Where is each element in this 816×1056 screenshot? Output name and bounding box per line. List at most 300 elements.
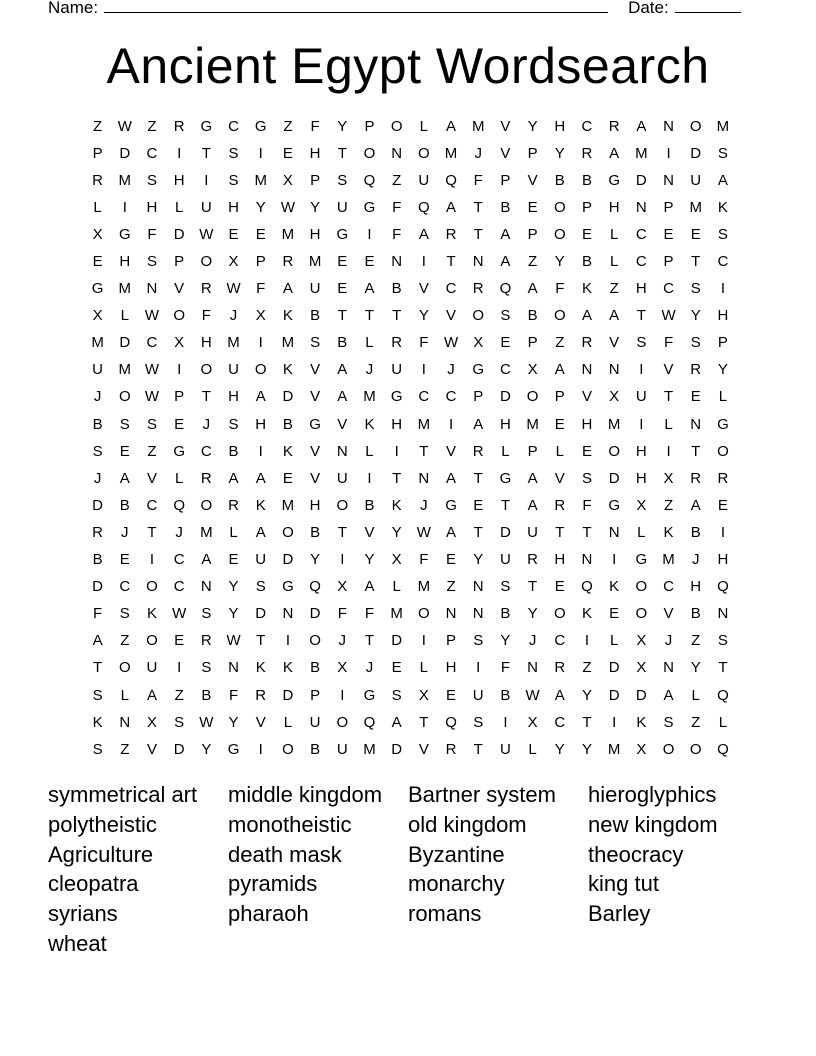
grid-letter: A — [500, 253, 511, 271]
grid-letter: V — [500, 144, 511, 162]
word-bank-item: syrians — [48, 901, 118, 927]
grid-letter: F — [228, 686, 239, 704]
grid-letter: P — [581, 198, 592, 216]
grid-letter: N — [391, 144, 403, 162]
grid-letter: L — [691, 686, 700, 704]
grid-letter: R — [581, 144, 593, 162]
grid-letter: F — [500, 659, 510, 677]
grid-letter: N — [200, 578, 212, 596]
grid-row — [84, 276, 737, 303]
grid-letter: O — [309, 632, 321, 650]
grid-letter: K — [255, 496, 266, 514]
grid-letter: S — [228, 171, 239, 189]
grid-letter: E — [92, 253, 103, 271]
grid-letter: G — [608, 171, 620, 189]
grid-letter: I — [666, 442, 671, 460]
word-bank-item: monotheistic — [228, 811, 352, 837]
grid-letter: Y — [527, 117, 538, 135]
grid-letter: B — [92, 551, 103, 569]
grid-letter: C — [554, 713, 566, 731]
grid-letter: K — [581, 605, 592, 623]
grid-letter: S — [690, 334, 701, 352]
grid-letter: G — [91, 280, 104, 298]
grid-letter: B — [228, 442, 239, 460]
grid-letter: A — [282, 280, 293, 298]
grid-letter: E — [554, 415, 565, 433]
grid-row — [84, 113, 737, 140]
grid-letter: M — [281, 334, 295, 352]
grid-letter: I — [258, 740, 263, 758]
word-bank-item: polytheistic — [48, 811, 157, 837]
grid-row — [84, 194, 737, 221]
word-bank-item: wheat — [48, 930, 107, 956]
grid-letter: X — [609, 388, 620, 406]
grid-letter: R — [391, 334, 403, 352]
grid-letter: E — [527, 198, 538, 216]
grid-letter: Z — [93, 117, 103, 135]
grid-letter: H — [499, 415, 511, 433]
grid-letter: A — [146, 686, 157, 704]
grid-letter: H — [391, 415, 403, 433]
grid-letter: L — [392, 578, 401, 596]
grid-letter: D — [391, 632, 403, 650]
grid-letter: M — [363, 388, 376, 406]
grid-letter: T — [582, 713, 592, 731]
grid-letter: Z — [174, 686, 184, 704]
grid-letter: X — [473, 334, 484, 352]
grid-letter: G — [717, 415, 729, 433]
grid-letter: T — [364, 307, 375, 325]
word-bank-item: pyramids — [228, 871, 318, 897]
grid-letter: T — [364, 632, 375, 650]
grid-letter: K — [146, 605, 157, 623]
grid-row — [84, 384, 737, 411]
grid-letter: B — [391, 280, 402, 298]
grid-letter: I — [421, 361, 426, 379]
grid-letter: W — [199, 713, 214, 731]
grid-letter: T — [691, 442, 701, 460]
grid-letter: J — [202, 415, 211, 433]
grid-letter: X — [146, 713, 157, 731]
grid-letter: E — [391, 659, 402, 677]
grid-letter: S — [717, 144, 728, 162]
grid-letter: M — [689, 198, 702, 216]
grid-letter: I — [177, 144, 182, 162]
grid-letter: J — [447, 361, 455, 379]
grid-letter: B — [119, 496, 130, 514]
grid-row — [84, 438, 737, 465]
grid-letter: N — [282, 605, 294, 623]
grid-letter: Y — [418, 307, 429, 325]
grid-letter: W — [525, 686, 540, 704]
grid-row — [84, 682, 737, 709]
grid-letter: M — [200, 523, 213, 541]
grid-letter: P — [310, 686, 321, 704]
grid-letter: W — [172, 605, 187, 623]
grid-letter: B — [364, 496, 375, 514]
grid-letter: Y — [255, 198, 266, 216]
grid-letter: Z — [147, 442, 157, 460]
grid-letter: N — [418, 469, 430, 487]
grid-row — [84, 574, 737, 601]
grid-letter: U — [527, 523, 539, 541]
grid-letter: I — [177, 361, 182, 379]
page-title: Ancient Egypt Wordsearch — [106, 38, 710, 94]
grid-letter: Y — [337, 117, 348, 135]
grid-letter: V — [310, 361, 321, 379]
grid-letter: A — [364, 578, 375, 596]
grid-letter: Y — [690, 307, 701, 325]
grid-row — [84, 492, 737, 519]
grid-letter: T — [419, 713, 429, 731]
name-blank-line[interactable] — [104, 0, 608, 13]
grid-letter: B — [581, 253, 592, 271]
grid-letter: T — [691, 253, 701, 271]
grid-letter: I — [639, 415, 644, 433]
grid-letter: O — [336, 496, 349, 514]
grid-letter: F — [93, 605, 103, 623]
grid-row — [84, 709, 737, 736]
grid-row — [84, 465, 737, 492]
grid-letter: J — [93, 469, 102, 487]
grid-letter: R — [282, 253, 294, 271]
grid-letter: I — [122, 198, 127, 216]
grid-letter: H — [717, 307, 729, 325]
grid-letter: H — [445, 659, 457, 677]
grid-letter: F — [337, 605, 347, 623]
grid-letter: N — [608, 523, 620, 541]
date-blank-line[interactable] — [675, 0, 741, 13]
grid-letter: E — [337, 253, 348, 271]
grid-letter: T — [473, 469, 483, 487]
grid-letter: N — [663, 171, 674, 189]
grid-letter: K — [282, 361, 293, 379]
grid-letter: W — [280, 198, 295, 216]
grid-letter: O — [390, 117, 403, 135]
grid-letter: D — [499, 388, 511, 406]
grid-letter: V — [446, 307, 457, 325]
grid-letter: S — [500, 307, 511, 325]
grid-letter: N — [663, 117, 674, 135]
grid-letter: H — [554, 551, 566, 569]
grid-letter: A — [255, 523, 266, 541]
grid-letter: M — [526, 415, 539, 433]
grid-letter: A — [554, 361, 565, 379]
grid-letter: O — [608, 442, 620, 460]
grid-letter: D — [173, 740, 185, 758]
grid-letter: N — [119, 713, 131, 731]
grid-letter: C — [146, 144, 158, 162]
grid-letter: H — [200, 334, 212, 352]
grid-letter: Q — [363, 171, 376, 189]
grid-letter: A — [500, 225, 511, 243]
grid-letter: Q — [418, 198, 430, 216]
grid-letter: H — [635, 280, 647, 298]
grid-letter: E — [717, 496, 728, 514]
grid-letter: C — [173, 551, 185, 569]
word-bank-item: middle kingdom — [228, 782, 383, 807]
grid-letter: W — [661, 307, 676, 325]
grid-letter: H — [690, 578, 702, 596]
grid-letter: Q — [363, 713, 376, 731]
grid-letter: H — [255, 415, 267, 433]
grid-letter: O — [553, 605, 566, 623]
grid-letter: D — [92, 578, 104, 596]
grid-letter: N — [472, 253, 484, 271]
grid-letter: D — [173, 225, 185, 243]
grid-letter: X — [337, 578, 348, 596]
grid-letter: P — [364, 117, 375, 135]
grid-letter: R — [200, 469, 212, 487]
grid-letter: Y — [228, 713, 239, 731]
grid-letter: E — [174, 632, 185, 650]
grid-letter: O — [553, 198, 566, 216]
grid-letter: H — [309, 144, 321, 162]
grid-letter: I — [720, 280, 725, 298]
grid-letter: X — [92, 307, 103, 325]
grid-letter: A — [391, 713, 402, 731]
grid-letter: F — [555, 280, 565, 298]
grid-row — [84, 736, 737, 763]
grid-letter: T — [337, 307, 347, 325]
grid-letter: Z — [609, 280, 619, 298]
grid-letter: T — [663, 388, 674, 406]
grid-letter: C — [663, 280, 674, 298]
grid-letter: J — [229, 307, 238, 325]
grid-letter: X — [418, 686, 429, 704]
grid-letter: T — [419, 442, 429, 460]
grid-letter: I — [503, 713, 508, 731]
grid-letter: K — [636, 713, 647, 731]
grid-letter: E — [119, 551, 130, 569]
grid-letter: F — [419, 334, 429, 352]
grid-letter: O — [146, 632, 158, 650]
grid-letter: E — [282, 144, 293, 162]
grid-letter: T — [147, 523, 157, 541]
grid-letter: X — [282, 171, 293, 189]
grid-letter: V — [554, 469, 565, 487]
grid-letter: B — [500, 605, 511, 623]
grid-letter: N — [690, 415, 702, 433]
grid-letter: S — [228, 415, 239, 433]
grid-letter: A — [581, 307, 592, 325]
grid-letter: V — [446, 442, 457, 460]
grid-letter: O — [526, 388, 539, 406]
grid-letter: R — [554, 496, 566, 514]
grid-letter: O — [717, 442, 729, 460]
grid-letter: O — [662, 740, 675, 758]
grid-letter: Q — [173, 496, 185, 514]
grid-letter: P — [174, 253, 185, 271]
grid-letter: E — [282, 469, 293, 487]
grid-letter: V — [609, 334, 620, 352]
grid-letter: K — [92, 713, 103, 731]
grid-letter: M — [607, 415, 621, 433]
grid-letter: X — [391, 551, 402, 569]
grid-letter: R — [200, 280, 212, 298]
word-bank-item: theocracy — [588, 841, 684, 867]
grid-letter: R — [228, 496, 239, 514]
grid-letter: R — [472, 442, 484, 460]
grid-letter: F — [582, 496, 592, 514]
grid-letter: T — [636, 307, 646, 325]
grid-letter: T — [555, 523, 565, 541]
grid-letter: B — [554, 171, 565, 189]
word-bank-item: old kingdom — [408, 811, 527, 837]
grid-letter: I — [367, 469, 372, 487]
grid-letter: A — [527, 469, 538, 487]
grid-letter: Z — [283, 117, 293, 135]
grid-letter: Y — [310, 551, 321, 569]
grid-letter: M — [607, 740, 621, 758]
grid-letter: Y — [310, 198, 321, 216]
grid-letter: G — [227, 740, 240, 758]
grid-letter: M — [635, 144, 648, 162]
grid-letter: Z — [691, 632, 701, 650]
grid-letter: O — [635, 578, 648, 596]
name-label: Name: — [48, 0, 99, 17]
word-bank-item: new kingdom — [588, 811, 718, 837]
grid-letter: D — [608, 686, 620, 704]
grid-letter: J — [365, 361, 374, 379]
grid-letter: K — [391, 496, 402, 514]
grid-letter: G — [309, 415, 321, 433]
grid-letter: R — [255, 686, 267, 704]
word-bank-item: Bartner system — [408, 782, 556, 807]
grid-letter: Y — [391, 523, 402, 541]
grid-letter: F — [419, 551, 429, 569]
grid-letter: U — [499, 740, 511, 758]
grid-letter: Y — [500, 632, 511, 650]
grid-letter: E — [663, 225, 674, 243]
grid-letter: H — [146, 198, 158, 216]
grid-letter: C — [717, 253, 729, 271]
grid-letter: T — [473, 198, 483, 216]
grid-letter: K — [717, 198, 728, 216]
grid-letter: Y — [228, 605, 239, 623]
grid-row — [84, 547, 737, 574]
grid-letter: S — [717, 632, 728, 650]
grid-row — [84, 519, 737, 546]
grid-letter: B — [310, 659, 321, 677]
grid-letter: Y — [554, 144, 565, 162]
grid-letter: C — [445, 388, 457, 406]
grid-letter: G — [282, 578, 294, 596]
grid-letter: J — [121, 523, 129, 541]
grid-letter: Z — [392, 171, 402, 189]
grid-row — [84, 140, 737, 167]
grid-letter: J — [338, 632, 347, 650]
grid-letter: L — [718, 388, 728, 406]
grid-row — [84, 248, 737, 275]
grid-letter: Q — [717, 686, 729, 704]
grid-letter: T — [446, 253, 456, 271]
grid-letter: C — [228, 117, 239, 135]
grid-letter: M — [281, 496, 295, 514]
grid-letter: Y — [581, 740, 592, 758]
grid-letter: M — [254, 171, 267, 189]
grid-letter: I — [258, 442, 263, 460]
grid-letter: P — [255, 253, 266, 271]
grid-letter: T — [93, 659, 103, 677]
grid-row — [84, 303, 737, 330]
grid-letter: A — [364, 280, 375, 298]
grid-letter: V — [418, 740, 429, 758]
grid-letter: A — [92, 632, 103, 650]
grid-letter: L — [528, 740, 537, 758]
grid-letter: L — [419, 659, 429, 677]
grid-letter: U — [472, 686, 484, 704]
grid-letter: E — [255, 225, 266, 243]
grid-letter: C — [635, 225, 647, 243]
grid-letter: B — [310, 523, 321, 541]
grid-letter: E — [473, 496, 484, 514]
grid-letter: P — [527, 442, 538, 460]
grid-letter: F — [364, 605, 375, 623]
grid-letter: V — [364, 523, 375, 541]
grid-letter: O — [282, 523, 294, 541]
grid-letter: F — [473, 171, 483, 189]
grid-letter: B — [282, 415, 293, 433]
grid-letter: W — [226, 632, 241, 650]
grid-letter: N — [608, 361, 620, 379]
grid-letter: H — [309, 225, 321, 243]
grid-letter: A — [119, 469, 130, 487]
grid-letter: S — [92, 740, 103, 758]
grid-letter: N — [445, 605, 457, 623]
grid-letter: N — [228, 659, 239, 677]
grid-letter: J — [691, 551, 700, 569]
grid-letter: P — [174, 388, 185, 406]
grid-letter: X — [255, 307, 266, 325]
grid-letter: G — [363, 198, 376, 216]
grid-letter: P — [473, 388, 484, 406]
grid-letter: J — [474, 144, 482, 162]
grid-letter: D — [255, 605, 267, 623]
grid-letter: G — [635, 551, 648, 569]
grid-letter: V — [146, 469, 157, 487]
grid-letter: B — [690, 523, 701, 541]
grid-letter: K — [282, 442, 293, 460]
grid-letter: B — [92, 415, 103, 433]
grid-letter: E — [228, 551, 239, 569]
grid-letter: W — [416, 523, 431, 541]
grid-letter: V — [174, 280, 185, 298]
grid-letter: C — [418, 388, 430, 406]
grid-letter: T — [201, 388, 211, 406]
grid-letter: N — [472, 578, 484, 596]
grid-letter: U — [200, 198, 212, 216]
grid-letter: T — [528, 578, 538, 596]
grid-letter: U — [391, 361, 403, 379]
grid-letter: D — [391, 740, 403, 758]
grid-letter: U — [336, 198, 348, 216]
grid-letter: Q — [309, 578, 321, 596]
grid-letter: E — [337, 280, 348, 298]
grid-letter: M — [118, 361, 132, 379]
grid-letter: L — [174, 198, 184, 216]
grid-letter: P — [500, 171, 511, 189]
grid-letter: G — [472, 361, 485, 379]
grid-letter: L — [501, 442, 510, 460]
grid-letter: I — [612, 713, 617, 731]
grid-letter: C — [200, 442, 212, 460]
grid-letter: E — [500, 334, 511, 352]
grid-row — [84, 167, 737, 194]
grid-letter: N — [146, 280, 158, 298]
grid-letter: R — [690, 469, 702, 487]
grid-letter: R — [690, 361, 702, 379]
